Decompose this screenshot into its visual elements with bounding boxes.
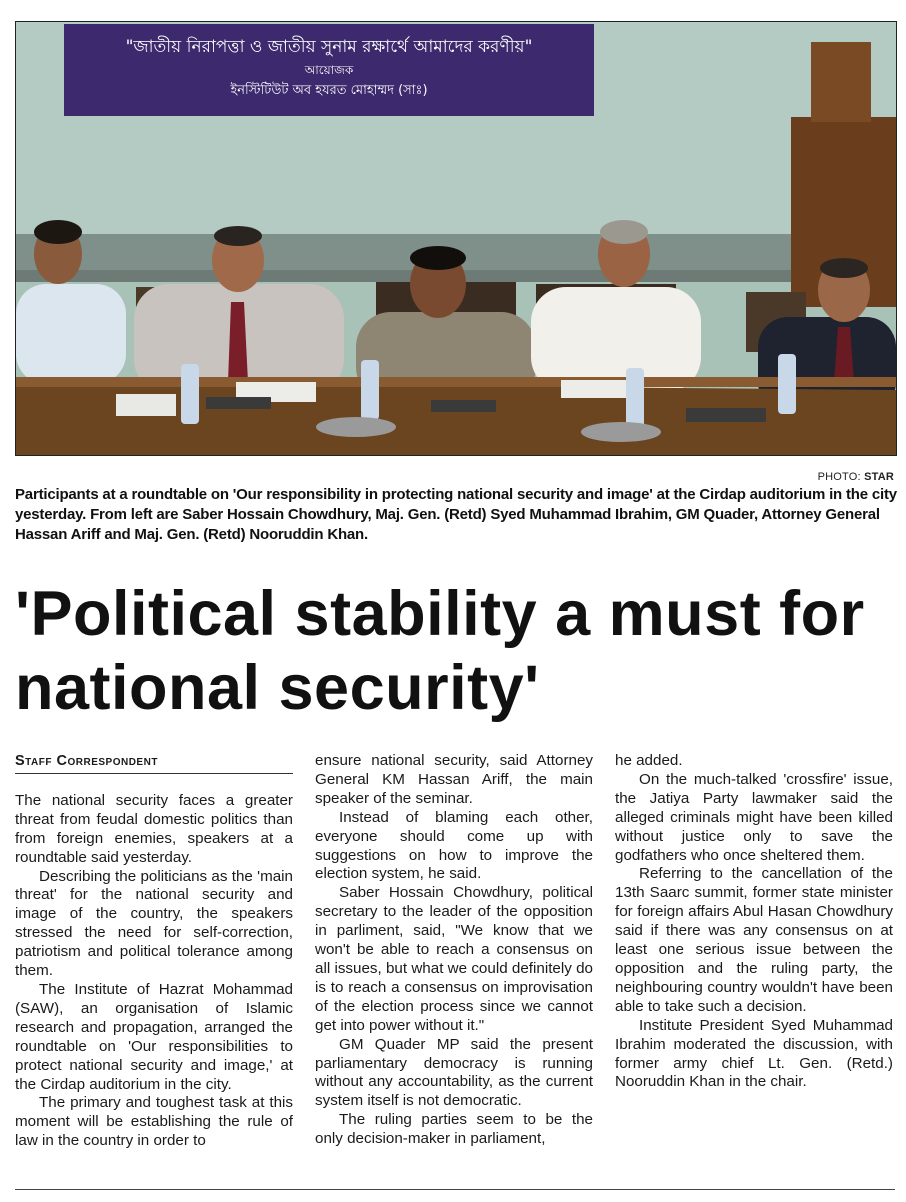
banner-line-2: আয়োজক [304,63,354,77]
banner-line-1: "জাতীয় নিরাপত্তা ও জাতীয় সুনাম রক্ষার্থে আমাদের করণীয়" [125,37,533,57]
photo-credit-source: STAR [864,471,894,483]
paragraph: The ruling parties seem to be the only decision-maker in parliament, [315,1111,593,1148]
article-column-3 [615,752,893,1092]
byline: Staff Correspondent [15,752,293,774]
paragraph: he added. [615,752,683,769]
article-column-1 [15,752,293,1151]
banner-line-3: ইনস্টিটিউট অব হযরত মোহাম্মদ (সাঃ) [230,83,428,98]
paragraph: Saber Hossain Chowdhury, political secretary to the leader of the opposition in parliment, said, "We know that we won't be able to reach a consensus on all issues, but what we could definitely do is to reach a consensus on improvisation of the election process since we cannot get into power without it." [315,884,593,1034]
photo-caption: Participants at a roundtable on 'Our responsibility in protecting national security and image' at the Cirdap auditorium in the city yesterday. From left are Saber Hossain Chowdhury, Maj. Gen. (Retd) Syed Muhammad Ibrahim, GM Quader, Attorney General Hassan Ariff and Maj. Gen. (Retd) Nooruddin Khan. [15,486,897,543]
paragraph: Institute President Syed Muhammad Ibrahim moderated the discussion, with former army chief Lt. Gen. (Retd.) Nooruddin Khan in the chair. [615,1016,893,1091]
paragraph: Referring to the cancellation of the 13th Saarc summit, former state minister for foreign affairs Abul Hasan Chowdhury said if there was any consensus on at least one serious issue between the opposition and the ruling party, the neighbouring country wouldn't have been able to take such a decision. [615,865,893,1015]
paragraph: Describing the politicians as the 'main threat' for the national security and image of the country, the speakers stressed the need for self-correction, patriotism and political tolerance among them. [15,867,293,980]
paragraph: ensure national security, said Attorney General KM Hassan Ariff, the main speaker of the seminar. [315,752,593,807]
paragraph: GM Quader MP said the present parliamentary democracy is running without any accountability, as the current system itself is not democratic. [315,1035,593,1110]
photo-credit [818,471,894,483]
news-photo [15,21,897,456]
article-column-2 [315,752,593,1149]
paragraph: On the much-talked 'crossfire' issue, the Jatiya Party lawmaker said the alleged criminals might have been killed without justice only to save the godfathers who once sheltered them. [615,770,893,864]
paragraph: The Institute of Hazrat Mohammad (SAW), an organisation of Islamic research and propagation, arranged the roundtable on 'Our responsibilities to protect national security and image,' at the Cirdap auditorium in the city. [15,980,293,1093]
photo-credit-prefix: PHOTO: [817,471,865,483]
headline: 'Political stability a must for national security' [15,579,865,723]
photo-illustration [16,22,896,455]
bottom-rule [15,1189,895,1190]
paragraph: The primary and toughest task at this moment will be establishing the rule of law in the country in order to [15,1094,293,1150]
paragraph: The national security faces a greater threat from feudal domestic politics than from foreign enemies, speakers at a roundtable said yesterday. [15,791,293,866]
paragraph: Instead of blaming each other, everyone should come up with suggestions on how to improve the election system, he said. [315,808,593,883]
